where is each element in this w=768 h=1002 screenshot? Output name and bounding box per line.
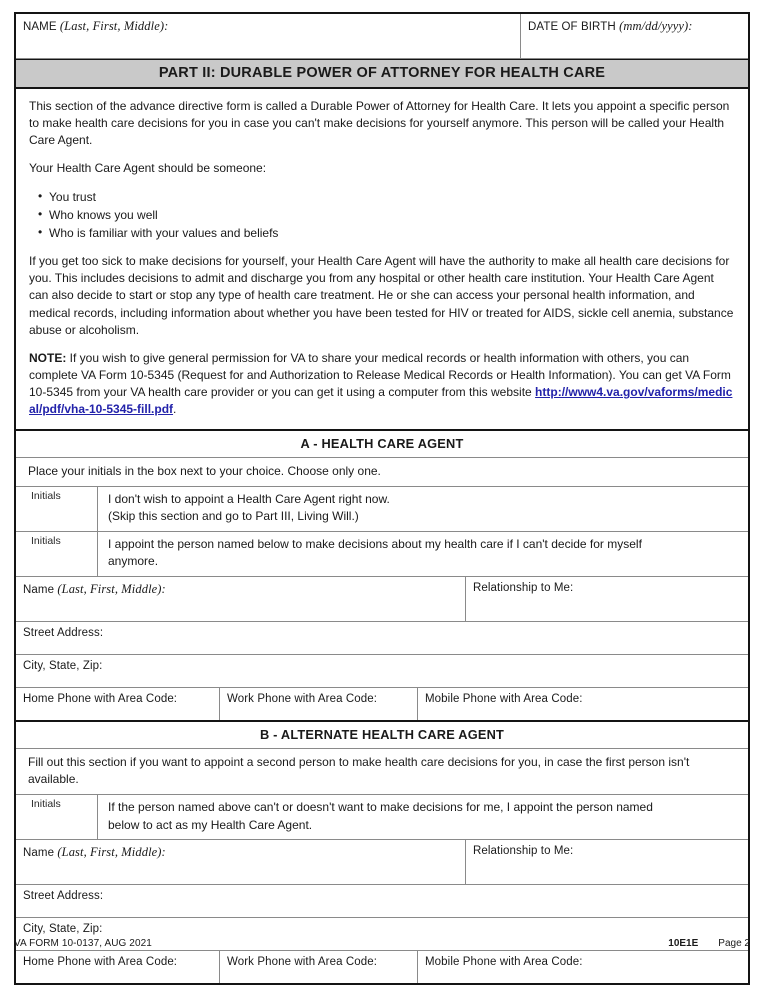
choice-line-1: I don't wish to appoint a Health Care Agent right now. <box>108 491 390 506</box>
choice-line-1: I appoint the person named below to make decisions about my health care if I can't decide for myself <box>108 536 642 551</box>
advance-directive-form <box>14 12 750 985</box>
agent-name-field-cell[interactable] <box>16 577 465 621</box>
initials-box-b1[interactable]: Initials <box>22 795 98 839</box>
alt-agent-relationship-field-cell[interactable] <box>465 840 748 884</box>
agent-mobile-phone-field-cell[interactable] <box>417 688 748 720</box>
alt-agent-name-field-cell[interactable] <box>16 840 465 884</box>
alt-agent-name-label: Name (Last, First, Middle): <box>23 845 166 860</box>
intro-paragraph-1: This section of the advance directive form is called a Durable Power of Attorney for Health Care. It lets you appoint a specific person to make health care decisions for you in case you can't make decisions for yourself anymore. This person will be called your Health Care Agent. <box>29 99 730 148</box>
form-code: 10E1E <box>668 938 699 949</box>
section-b-instruction: Fill out this section if you want to appoint a second person to make health care decisions for you, in case the first person isn't available. <box>16 749 748 795</box>
list-item: • Who knows you well <box>29 207 736 224</box>
name-field-label: NAME (Last, First, Middle): <box>23 19 169 33</box>
name-field-cell[interactable] <box>16 14 520 58</box>
section-b-choice-text <box>98 795 748 839</box>
alt-agent-home-phone-label: Home Phone with Area Code: <box>23 956 178 969</box>
section-a-choice-2-row <box>16 532 748 577</box>
choice-line-2: anymore. <box>108 554 159 569</box>
dob-field-label: DATE OF BIRTH (mm/dd/yyyy): <box>528 19 693 33</box>
part-two-banner: PART II: DURABLE POWER OF ATTORNEY FOR HEALTH CARE <box>16 59 748 89</box>
agent-work-phone-field-cell[interactable] <box>219 688 417 720</box>
section-b-choice-row <box>16 795 748 840</box>
alt-agent-mobile-phone-label: Mobile Phone with Area Code: <box>425 956 583 969</box>
section-a-street-row <box>16 622 748 655</box>
initials-box-a1[interactable]: Initials <box>22 487 98 531</box>
part-two-introduction <box>16 89 748 431</box>
agent-relationship-label: Relationship to Me: <box>473 582 574 595</box>
alt-agent-relationship-label: Relationship to Me: <box>473 845 574 858</box>
list-item: • Who is familiar with your values and beliefs <box>29 225 736 242</box>
section-a-choice-2-text <box>98 532 748 576</box>
agent-home-phone-field-cell[interactable] <box>16 688 219 720</box>
section-b-phones-row <box>16 951 748 983</box>
section-b-street-row <box>16 885 748 918</box>
choice-line-2: (Skip this section and go to Part III, Living Will.) <box>108 509 359 524</box>
initials-box-a2[interactable]: Initials <box>22 532 98 576</box>
section-a-choice-1-text <box>98 487 748 531</box>
alt-agent-work-phone-field-cell[interactable] <box>219 951 417 983</box>
agent-city-field-cell[interactable] <box>16 655 748 687</box>
form-identifier: VA FORM 10-0137, AUG 2021 <box>14 938 152 949</box>
agent-name-label: Name (Last, First, Middle): <box>23 582 166 597</box>
page-footer <box>14 938 750 949</box>
section-a-instruction: Place your initials in the box next to your choice. Choose only one. <box>16 458 748 487</box>
alt-agent-street-field-cell[interactable] <box>16 885 748 917</box>
agent-relationship-field-cell[interactable] <box>465 577 748 621</box>
agent-work-phone-label: Work Phone with Area Code: <box>227 693 378 706</box>
alt-agent-work-phone-label: Work Phone with Area Code: <box>227 956 378 969</box>
section-b-header: B - ALTERNATE HEALTH CARE AGENT <box>16 722 748 749</box>
intro-paragraph-2: Your Health Care Agent should be someone: <box>29 161 267 176</box>
agent-qualities-list <box>29 189 736 242</box>
intro-paragraph-3: If you get too sick to make decisions for yourself, your Health Care Agent will have the authority to make all health care decisions for you. This includes decisions to admit and discharge you from any hospital or other health care institution. Your Health Care Agent can also decide to start or stop any type of health care treatment. He or she can access your personal health information, and medical records, including information about whether you have been tested for HIV or treated for AIDS, sickle cell anemia, substance abuse or alcoholism. <box>29 254 734 337</box>
section-a-header: A - HEALTH CARE AGENT <box>16 431 748 458</box>
patient-identity-row <box>16 14 748 59</box>
alt-agent-home-phone-field-cell[interactable] <box>16 951 219 983</box>
va-form-10-5345-link[interactable]: http://www4.va.gov/vaforms/medical/pdf/vha-10-5345-fill.pdf <box>29 385 733 417</box>
alt-agent-mobile-phone-field-cell[interactable] <box>417 951 748 983</box>
dob-field-cell[interactable] <box>520 14 748 58</box>
choice-line-1: If the person named above can't or doesn't want to make decisions for me, I appoint the person named <box>108 800 653 815</box>
note-lead-label: NOTE: <box>29 350 67 365</box>
section-a-choice-1-row <box>16 487 748 532</box>
page-number: Page 2 <box>718 938 750 949</box>
alt-agent-street-label: Street Address: <box>23 890 104 903</box>
section-a-city-row <box>16 655 748 688</box>
section-a-phones-row <box>16 688 748 722</box>
agent-home-phone-label: Home Phone with Area Code: <box>23 693 178 706</box>
agent-street-label: Street Address: <box>23 627 104 640</box>
intro-note-paragraph <box>29 350 736 419</box>
alt-agent-city-label: City, State, Zip: <box>23 923 103 936</box>
note-text-before-link: If you wish to give general permission for VA to share your medical records or health information with others, you can complete VA Form 10-5345 (Request for and Authorization to Release Medical Records or Health Information). You can get VA Form 10-5345 from your VA health care provider or you can get it using a computer from this website <box>29 350 731 400</box>
note-text-after-link: . <box>173 402 177 417</box>
list-item: • You trust <box>29 189 736 206</box>
section-b-name-row <box>16 840 748 885</box>
agent-city-label: City, State, Zip: <box>23 660 103 673</box>
agent-mobile-phone-label: Mobile Phone with Area Code: <box>425 693 583 706</box>
section-a-name-row <box>16 577 748 622</box>
agent-street-field-cell[interactable] <box>16 622 748 654</box>
choice-line-2: below to act as my Health Care Agent. <box>108 817 313 832</box>
